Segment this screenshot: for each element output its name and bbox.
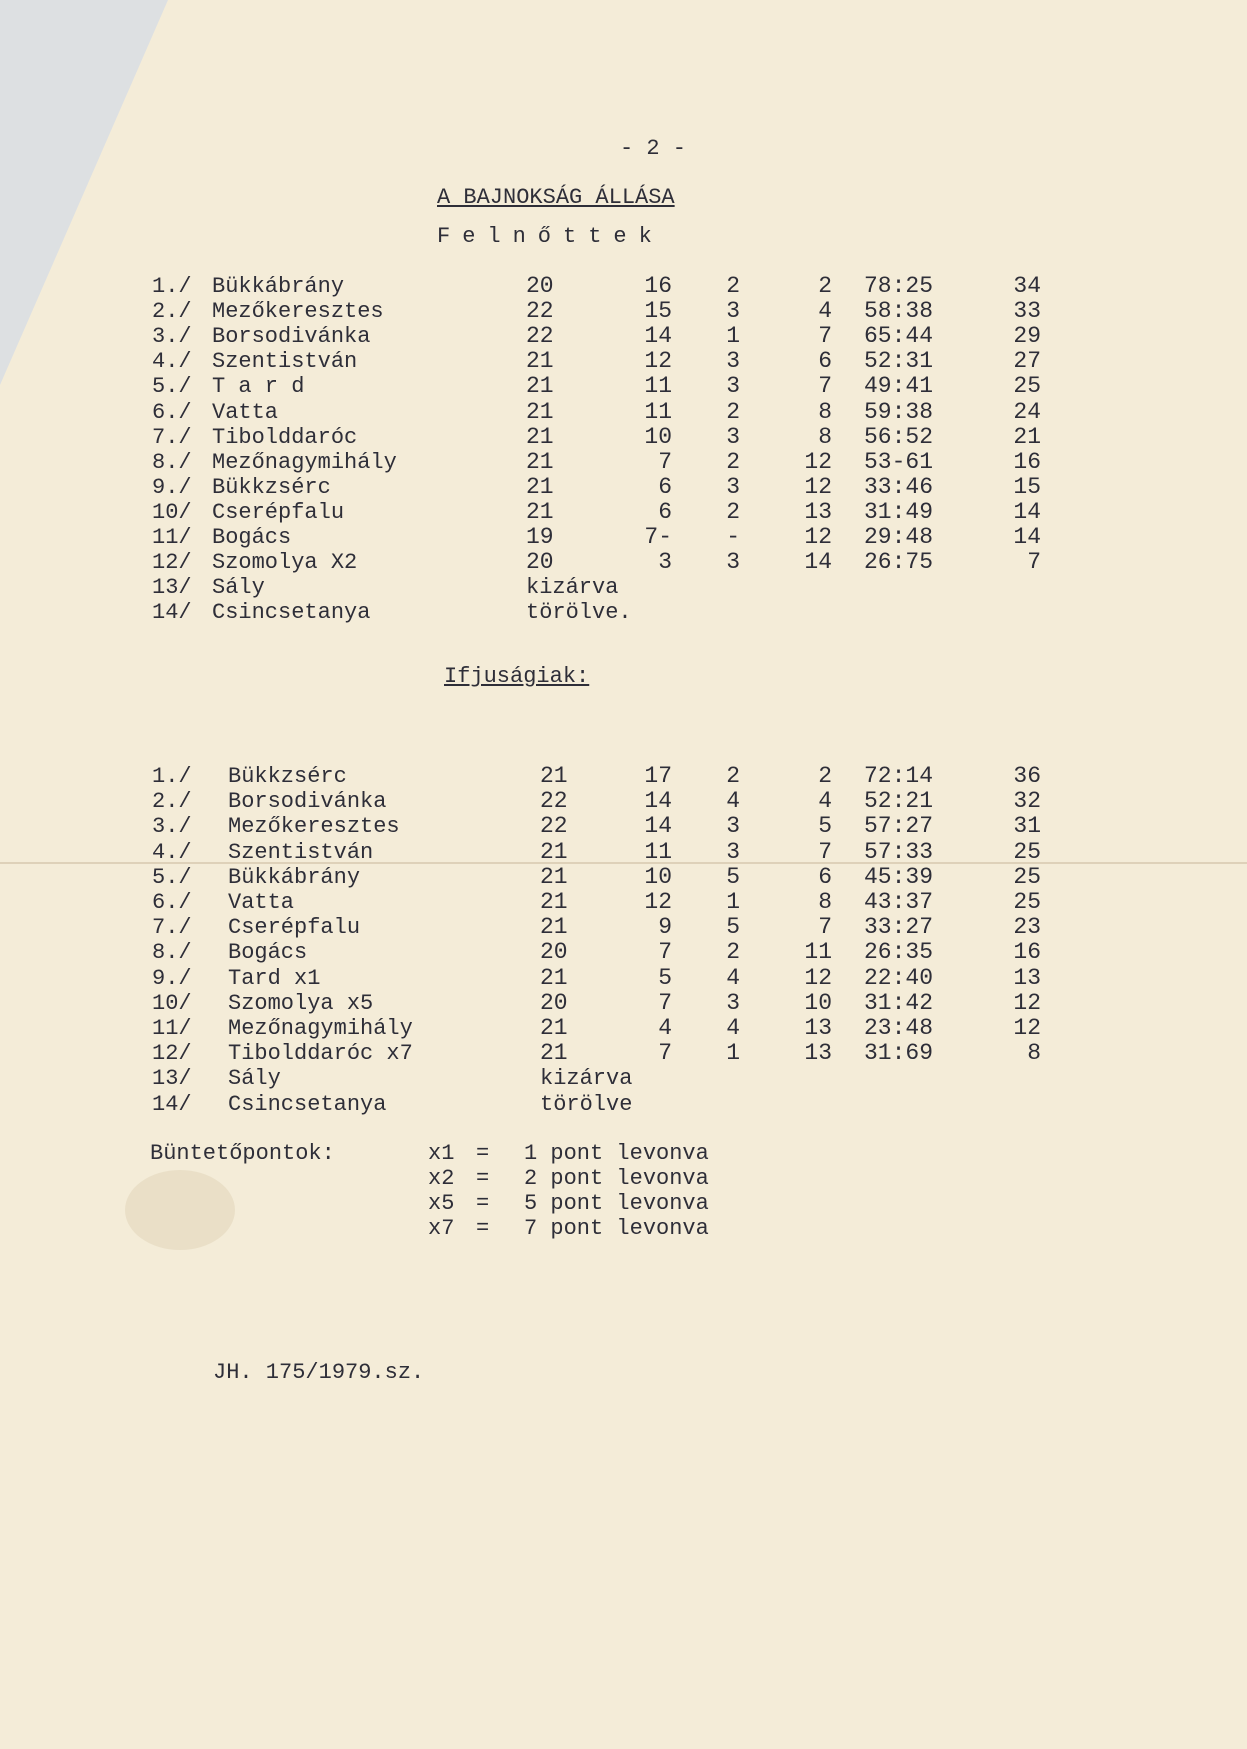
cell-goals: 23:48 xyxy=(864,1015,934,1041)
cell-points: 12 xyxy=(1013,990,1041,1016)
cell-goals: 31:49 xyxy=(864,499,934,525)
penalty-text: 5 pont levonva xyxy=(524,1191,709,1216)
cell-rank: 2./ xyxy=(152,789,192,814)
cell-drawn: 4 xyxy=(726,788,740,814)
cell-won: 11 xyxy=(644,839,672,865)
cell-rank: 11/ xyxy=(152,525,192,550)
cell-played: törölve. xyxy=(526,600,632,625)
cell-points: 16 xyxy=(1013,939,1041,965)
cell-lost: 12 xyxy=(804,524,832,550)
cell-played: 21 xyxy=(540,965,568,991)
cell-drawn: 3 xyxy=(726,298,740,324)
cell-won: 6 xyxy=(658,499,672,525)
cell-drawn: 4 xyxy=(726,965,740,991)
cell-points: 33 xyxy=(1013,298,1041,324)
cell-rank: 14/ xyxy=(152,1092,192,1117)
cell-played: 21 xyxy=(526,348,554,374)
cell-won: 10 xyxy=(644,864,672,890)
cell-goals: 26:75 xyxy=(864,549,934,575)
cell-played: 21 xyxy=(540,864,568,890)
cell-played: 22 xyxy=(526,323,554,349)
cell-rank: 8./ xyxy=(152,450,192,475)
cell-team: Mezőkeresztes xyxy=(228,814,400,839)
reference-number: JH. 175/1979.sz. xyxy=(213,1360,425,1385)
cell-team: Borsodivánka xyxy=(212,324,371,349)
cell-goals: 33:46 xyxy=(864,474,934,500)
cell-drawn: 3 xyxy=(726,424,740,450)
cell-rank: 5./ xyxy=(152,865,192,890)
cell-won: 10 xyxy=(644,424,672,450)
cell-goals: 53-61 xyxy=(864,449,934,475)
cell-won: 7 xyxy=(658,449,672,475)
cell-rank: 4./ xyxy=(152,349,192,374)
cell-lost: 13 xyxy=(804,1015,832,1041)
cell-points: 25 xyxy=(1013,373,1041,399)
cell-team: Tibolddaróc xyxy=(212,425,358,450)
cell-points: 16 xyxy=(1013,449,1041,475)
cell-team: Sály xyxy=(212,575,265,600)
cell-won: 12 xyxy=(644,889,672,915)
cell-won: 12 xyxy=(644,348,672,374)
cell-drawn: 2 xyxy=(726,499,740,525)
cell-team: Cserépfalu xyxy=(212,500,345,525)
cell-drawn: 2 xyxy=(726,939,740,965)
cell-drawn: 3 xyxy=(726,373,740,399)
cell-team: Bükkábrány xyxy=(228,865,361,890)
cell-points: 15 xyxy=(1013,474,1041,500)
cell-won: 7 xyxy=(658,1040,672,1066)
cell-team: Borsodivánka xyxy=(228,789,387,814)
cell-rank: 11/ xyxy=(152,1016,192,1041)
cell-rank: 1./ xyxy=(152,274,192,299)
cell-points: 34 xyxy=(1013,273,1041,299)
cell-points: 25 xyxy=(1013,889,1041,915)
cell-won: 15 xyxy=(644,298,672,324)
cell-points: 32 xyxy=(1013,788,1041,814)
cell-played: 21 xyxy=(540,889,568,915)
penalty-text: 1 pont levonva xyxy=(524,1141,709,1166)
cell-goals: 58:38 xyxy=(864,298,934,324)
cell-played: 20 xyxy=(540,990,568,1016)
cell-won: 14 xyxy=(644,323,672,349)
cell-team: Tard x1 xyxy=(228,966,321,991)
cell-played: 22 xyxy=(540,813,568,839)
cell-drawn: - xyxy=(726,524,740,550)
cell-team: Mezőnagymihály xyxy=(228,1016,413,1041)
cell-lost: 13 xyxy=(804,1040,832,1066)
cell-won: 11 xyxy=(644,399,672,425)
cell-lost: 10 xyxy=(804,990,832,1016)
cell-goals: 57:33 xyxy=(864,839,934,865)
cell-lost: 2 xyxy=(818,273,832,299)
cell-lost: 7 xyxy=(818,323,832,349)
cell-rank: 6./ xyxy=(152,890,192,915)
cell-played: 21 xyxy=(540,763,568,789)
cell-points: 12 xyxy=(1013,1015,1041,1041)
cell-lost: 6 xyxy=(818,864,832,890)
cell-team: Cserépfalu xyxy=(228,915,361,940)
cell-rank: 7./ xyxy=(152,425,192,450)
cell-won: 14 xyxy=(644,788,672,814)
cell-points: 36 xyxy=(1013,763,1041,789)
cell-played: 21 xyxy=(540,1015,568,1041)
cell-points: 24 xyxy=(1013,399,1041,425)
cell-lost: 8 xyxy=(818,424,832,450)
cell-team: Szomolya X2 xyxy=(212,550,358,575)
penalty-code: x1 xyxy=(428,1141,455,1166)
cell-team: Bogács xyxy=(212,525,292,550)
cell-won: 4 xyxy=(658,1015,672,1041)
cell-team: Mezőkeresztes xyxy=(212,299,384,324)
cell-drawn: 1 xyxy=(726,1040,740,1066)
cell-played: 20 xyxy=(526,549,554,575)
cell-lost: 7 xyxy=(818,914,832,940)
cell-team: Bükkábrány xyxy=(212,274,345,299)
cell-goals: 29:48 xyxy=(864,524,934,550)
cell-played: 21 xyxy=(526,399,554,425)
cell-lost: 8 xyxy=(818,399,832,425)
penalty-equals: = xyxy=(476,1166,490,1191)
cell-won: 16 xyxy=(644,273,672,299)
cell-lost: 4 xyxy=(818,298,832,324)
cell-drawn: 5 xyxy=(726,864,740,890)
cell-drawn: 2 xyxy=(726,273,740,299)
penalty-text: 2 pont levonva xyxy=(524,1166,709,1191)
cell-drawn: 3 xyxy=(726,549,740,575)
cell-played: kizárva xyxy=(540,1066,633,1091)
cell-team: Sály xyxy=(228,1066,281,1091)
cell-played: 20 xyxy=(526,273,554,299)
cell-goals: 43:37 xyxy=(864,889,934,915)
cell-lost: 4 xyxy=(818,788,832,814)
cell-played: 22 xyxy=(540,788,568,814)
cell-played: 21 xyxy=(526,449,554,475)
cell-played: 21 xyxy=(526,424,554,450)
cell-rank: 6./ xyxy=(152,400,192,425)
cell-rank: 1./ xyxy=(152,764,192,789)
cell-rank: 13/ xyxy=(152,575,192,600)
cell-points: 29 xyxy=(1013,323,1041,349)
cell-goals: 65:44 xyxy=(864,323,934,349)
cell-drawn: 3 xyxy=(726,474,740,500)
cell-won: 6 xyxy=(658,474,672,500)
cell-goals: 56:52 xyxy=(864,424,934,450)
cell-lost: 7 xyxy=(818,839,832,865)
cell-won: 7- xyxy=(644,524,672,550)
cell-won: 7 xyxy=(658,939,672,965)
cell-won: 17 xyxy=(644,763,672,789)
cell-drawn: 2 xyxy=(726,763,740,789)
cell-rank: 2./ xyxy=(152,299,192,324)
cell-lost: 6 xyxy=(818,348,832,374)
cell-won: 7 xyxy=(658,990,672,1016)
cell-won: 14 xyxy=(644,813,672,839)
cell-points: 13 xyxy=(1013,965,1041,991)
cell-played: 21 xyxy=(526,373,554,399)
page-title: A BAJNOKSÁG ÁLLÁSA xyxy=(437,185,675,210)
cell-team: Bogács xyxy=(228,940,308,965)
cell-points: 25 xyxy=(1013,864,1041,890)
cell-team: Csincsetanya xyxy=(228,1092,387,1117)
cell-played: 19 xyxy=(526,524,554,550)
cell-team: Bükkzsérc xyxy=(228,764,347,789)
cell-points: 14 xyxy=(1013,499,1041,525)
cell-drawn: 2 xyxy=(726,399,740,425)
cell-lost: 2 xyxy=(818,763,832,789)
cell-won: 9 xyxy=(658,914,672,940)
cell-rank: 14/ xyxy=(152,600,192,625)
cell-lost: 14 xyxy=(804,549,832,575)
cell-team: Csincsetanya xyxy=(212,600,371,625)
cell-rank: 10/ xyxy=(152,500,192,525)
cell-goals: 31:42 xyxy=(864,990,934,1016)
cell-won: 5 xyxy=(658,965,672,991)
penalty-code: x7 xyxy=(428,1216,455,1241)
cell-goals: 22:40 xyxy=(864,965,934,991)
cell-team: Szentistván xyxy=(228,840,374,865)
cell-goals: 57:27 xyxy=(864,813,934,839)
cell-team: Mezőnagymihály xyxy=(212,450,397,475)
cell-goals: 59:38 xyxy=(864,399,934,425)
cell-played: 22 xyxy=(526,298,554,324)
penalty-equals: = xyxy=(476,1141,490,1166)
cell-drawn: 1 xyxy=(726,323,740,349)
cell-drawn: 3 xyxy=(726,990,740,1016)
penalty-code: x5 xyxy=(428,1191,455,1216)
cell-points: 23 xyxy=(1013,914,1041,940)
cell-goals: 52:21 xyxy=(864,788,934,814)
cell-lost: 12 xyxy=(804,474,832,500)
cell-points: 31 xyxy=(1013,813,1041,839)
cell-points: 7 xyxy=(1027,549,1041,575)
cell-points: 25 xyxy=(1013,839,1041,865)
penalty-label: Büntetőpontok: xyxy=(150,1141,335,1166)
cell-lost: 5 xyxy=(818,813,832,839)
cell-drawn: 4 xyxy=(726,1015,740,1041)
cell-rank: 4./ xyxy=(152,840,192,865)
cell-played: törölve xyxy=(540,1092,633,1117)
cell-played: 21 xyxy=(540,1040,568,1066)
cell-goals: 72:14 xyxy=(864,763,934,789)
cell-drawn: 3 xyxy=(726,839,740,865)
cell-rank: 12/ xyxy=(152,550,192,575)
cell-team: Vatta xyxy=(228,890,295,915)
cell-points: 27 xyxy=(1013,348,1041,374)
cell-team: Vatta xyxy=(212,400,279,425)
section-heading-adults: Felnőttek xyxy=(437,224,664,249)
cell-played: 21 xyxy=(526,474,554,500)
penalty-equals: = xyxy=(476,1216,490,1241)
cell-goals: 33:27 xyxy=(864,914,934,940)
cell-rank: 7./ xyxy=(152,915,192,940)
cell-goals: 78:25 xyxy=(864,273,934,299)
cell-lost: 7 xyxy=(818,373,832,399)
cell-team: Bükkzsérc xyxy=(212,475,331,500)
cell-rank: 9./ xyxy=(152,475,192,500)
cell-played: 21 xyxy=(540,914,568,940)
cell-team: Szomolya x5 xyxy=(228,991,374,1016)
cell-drawn: 3 xyxy=(726,813,740,839)
cell-played: 21 xyxy=(540,839,568,865)
cell-points: 8 xyxy=(1027,1040,1041,1066)
cell-rank: 8./ xyxy=(152,940,192,965)
cell-team: Tibolddaróc x7 xyxy=(228,1041,413,1066)
cell-rank: 13/ xyxy=(152,1066,192,1091)
cell-lost: 12 xyxy=(804,965,832,991)
cell-rank: 3./ xyxy=(152,324,192,349)
cell-goals: 52:31 xyxy=(864,348,934,374)
cell-lost: 11 xyxy=(804,939,832,965)
cell-drawn: 2 xyxy=(726,449,740,475)
cell-drawn: 3 xyxy=(726,348,740,374)
cell-drawn: 1 xyxy=(726,889,740,915)
cell-rank: 9./ xyxy=(152,966,192,991)
section-heading-youth: Ifjuságiak: xyxy=(444,664,590,689)
cell-team: T a r d xyxy=(212,374,305,399)
cell-goals: 26:35 xyxy=(864,939,934,965)
cell-team: Szentistván xyxy=(212,349,358,374)
cell-played: kizárva xyxy=(526,575,619,600)
cell-goals: 45:39 xyxy=(864,864,934,890)
cell-goals: 49:41 xyxy=(864,373,934,399)
page-number: - 2 - xyxy=(620,136,687,161)
cell-won: 11 xyxy=(644,373,672,399)
cell-goals: 31:69 xyxy=(864,1040,934,1066)
cell-lost: 8 xyxy=(818,889,832,915)
penalty-equals: = xyxy=(476,1191,490,1216)
paper-stain xyxy=(125,1170,235,1250)
cell-rank: 10/ xyxy=(152,991,192,1016)
cell-points: 21 xyxy=(1013,424,1041,450)
penalty-code: x2 xyxy=(428,1166,455,1191)
cell-lost: 13 xyxy=(804,499,832,525)
cell-drawn: 5 xyxy=(726,914,740,940)
cell-rank: 5./ xyxy=(152,374,192,399)
cell-won: 3 xyxy=(658,549,672,575)
cell-rank: 3./ xyxy=(152,814,192,839)
penalty-text: 7 pont levonva xyxy=(524,1216,709,1241)
cell-points: 14 xyxy=(1013,524,1041,550)
cell-played: 20 xyxy=(540,939,568,965)
cell-played: 21 xyxy=(526,499,554,525)
cell-lost: 12 xyxy=(804,449,832,475)
cell-rank: 12/ xyxy=(152,1041,192,1066)
